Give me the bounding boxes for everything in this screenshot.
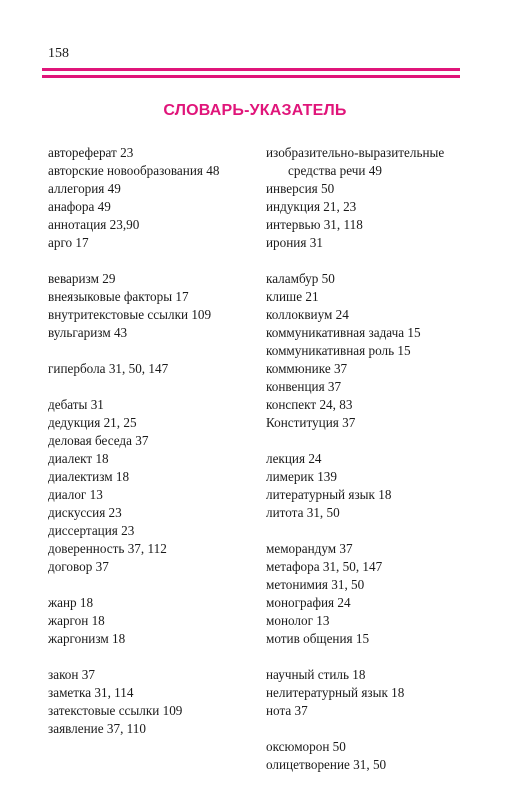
index-entry: интервью 31, 118 (266, 217, 363, 232)
index-entry: автореферат 23 (48, 145, 134, 160)
index-entry: индукция 21, 23 (266, 199, 357, 214)
index-entry: научный стиль 18 (266, 667, 366, 682)
index-entry: коммуникативная роль 15 (266, 343, 411, 358)
index-entry: литота 31, 50 (266, 505, 340, 520)
index-entry: жаргон 18 (48, 613, 105, 628)
index-entry: диссертация 23 (48, 523, 135, 538)
index-letter-group (266, 450, 486, 522)
index-entry: Конституция 37 (266, 415, 356, 430)
index-entry: меморандум 37 (266, 541, 353, 556)
index-letter-group (48, 594, 268, 648)
index-entry: дедукция 21, 25 (48, 415, 137, 430)
index-entry: диалект 18 (48, 451, 109, 466)
index-entry: клише 21 (266, 289, 319, 304)
index-letter-group (48, 270, 268, 342)
index-entry: каламбур 50 (266, 271, 335, 286)
index-entry: инверсия 50 (266, 181, 335, 196)
index-entry: авторские новообразования 48 (48, 163, 220, 178)
index-entry: арго 17 (48, 235, 89, 250)
index-letter-group (48, 666, 268, 738)
index-letter-group (266, 738, 486, 774)
index-entry: затекстовые ссылки 109 (48, 703, 183, 718)
index-entry: монография 24 (266, 595, 351, 610)
index-entry: жаргонизм 18 (48, 631, 126, 646)
index-letter-group (48, 360, 268, 378)
index-entry: аллегория 49 (48, 181, 121, 196)
index-entry: заметка 31, 114 (48, 685, 134, 700)
index-entry: метафора 31, 50, 147 (266, 559, 383, 574)
page-title: СЛОВАРЬ-УКАЗАТЕЛЬ (163, 102, 347, 119)
index-entry: монолог 13 (266, 613, 330, 628)
index-entry: веваризм 29 (48, 271, 116, 286)
index-entry: вульгаризм 43 (48, 325, 128, 340)
index-entry: жанр 18 (48, 595, 94, 610)
index-entry: коммуникативная задача 15 (266, 325, 421, 340)
index-entry: нота 37 (266, 703, 308, 718)
index-entry: метонимия 31, 50 (266, 577, 365, 592)
index-entry: конспект 24, 83 (266, 397, 353, 412)
index-entry: мотив общения 15 (266, 631, 370, 646)
index-letter-group (266, 144, 486, 252)
index-entry: ирония 31 (266, 235, 323, 250)
header-rule-top (42, 68, 460, 71)
index-entry: дискуссия 23 (48, 505, 122, 520)
index-entry: анафора 49 (48, 199, 111, 214)
index-entry: доверенность 37, 112 (48, 541, 167, 556)
index-entry: изобразительно-выразительные средства речи 49 (266, 145, 445, 178)
index-letter-group (48, 144, 268, 252)
index-entry: диалектизм 18 (48, 469, 130, 484)
index-entry: нелитературный язык 18 (266, 685, 405, 700)
index-entry: деловая беседа 37 (48, 433, 149, 448)
index-entry: коллоквиум 24 (266, 307, 349, 322)
index-letter-group (266, 270, 486, 432)
index-entry: аннотация 23,90 (48, 217, 140, 232)
index-letter-group (48, 396, 268, 576)
index-entry: закон 37 (48, 667, 95, 682)
index-entry: внеязыковые факторы 17 (48, 289, 189, 304)
index-entry: гипербола 31, 50, 147 (48, 361, 169, 376)
index-entry: внутритекстовые ссылки 109 (48, 307, 212, 322)
index-entry: олицетворение 31, 50 (266, 757, 387, 772)
index-entry: диалог 13 (48, 487, 103, 502)
index-letter-group (266, 666, 486, 720)
page-number: 158 (48, 46, 69, 61)
index-entry: литературный язык 18 (266, 487, 392, 502)
index-column-left (48, 144, 268, 756)
index-entry: лекция 24 (266, 451, 322, 466)
index-letter-group (266, 540, 486, 648)
index-column-right (266, 144, 486, 792)
index-entry: оксюморон 50 (266, 739, 346, 754)
index-entry: коммюнике 37 (266, 361, 348, 376)
index-entry: конвенция 37 (266, 379, 342, 394)
index-entry: заявление 37, 110 (48, 721, 146, 736)
index-entry: дебаты 31 (48, 397, 104, 412)
header-rule-bottom (42, 75, 460, 78)
index-entry: лимерик 139 (266, 469, 337, 484)
index-entry: договор 37 (48, 559, 109, 574)
